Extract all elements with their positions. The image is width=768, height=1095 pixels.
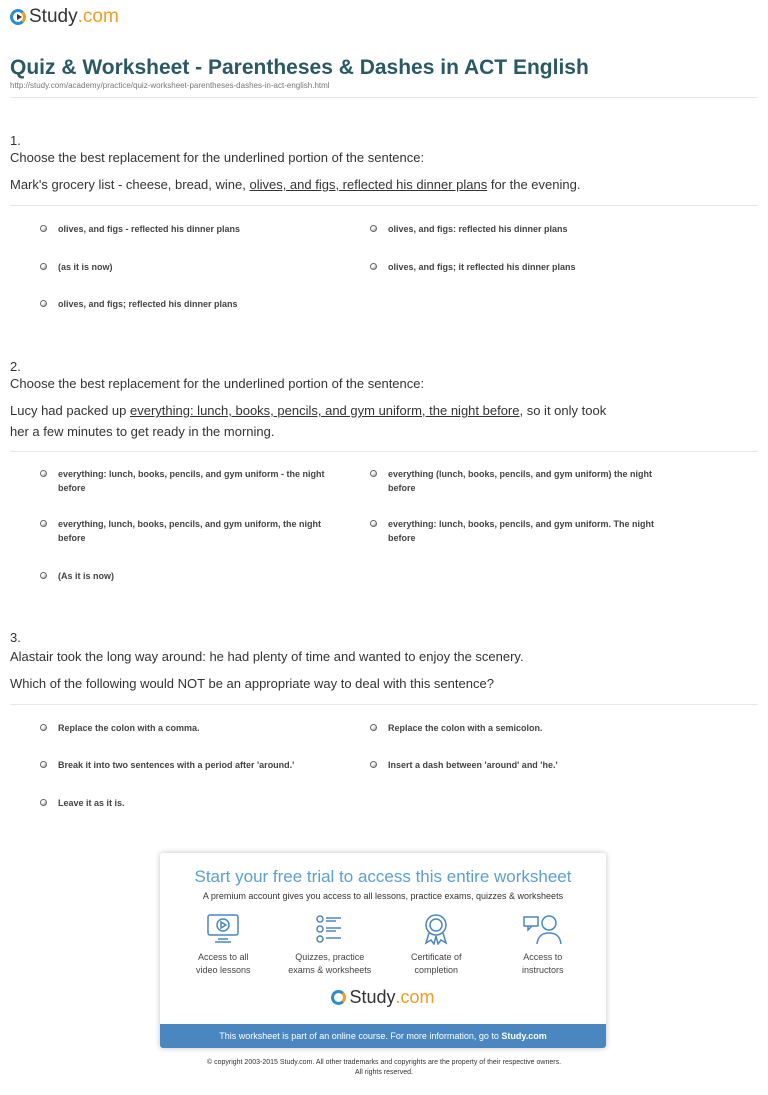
- feature-label: video lessons: [195, 965, 251, 975]
- divider: [10, 97, 758, 98]
- logo-tld: .com: [77, 6, 119, 27]
- answer-option[interactable]: [40, 467, 340, 495]
- answer-option[interactable]: [40, 297, 340, 311]
- course-info-band: [160, 1024, 606, 1048]
- radio-icon[interactable]: [40, 470, 47, 477]
- option-label: olives, and figs; it reflected his dinner plans: [388, 262, 576, 272]
- answer-option[interactable]: [370, 260, 670, 274]
- logo-text: Study: [349, 987, 396, 1007]
- radio-icon[interactable]: [40, 761, 47, 768]
- sentence-text: Mark's grocery list - cheese, bread, wine,: [10, 177, 250, 192]
- radio-icon[interactable]: [40, 572, 47, 579]
- sentence-text: for the evening.: [487, 177, 581, 192]
- play-logo-icon: [331, 990, 346, 1005]
- feature-label: instructors: [521, 965, 564, 975]
- quiz-list-icon: [313, 913, 347, 945]
- logo-text: Study: [29, 6, 78, 27]
- question-number: 3.: [10, 630, 21, 645]
- feature-label: exams & worksheets: [288, 965, 372, 975]
- radio-icon[interactable]: [370, 724, 377, 731]
- question-sentence: [10, 400, 610, 442]
- certificate-ribbon-icon: [419, 913, 453, 945]
- radio-icon[interactable]: [370, 520, 377, 527]
- feature-instructors: [493, 913, 593, 977]
- feature-label: Access to all: [197, 952, 249, 962]
- answer-option[interactable]: [370, 222, 670, 236]
- question-prompt: Alastair took the long way around: he had plenty of time and wanted to enjoy the scenery.: [10, 649, 524, 664]
- logo-tld: .com: [395, 987, 435, 1007]
- underlined-portion: everything: lunch, books, pencils, and gym uniform, the night before: [129, 403, 520, 418]
- option-label: (as it is now): [58, 262, 113, 272]
- divider: [10, 704, 758, 705]
- divider: [10, 205, 758, 206]
- promo-subtitle: A premium account gives you access to all lessons, practice exams, quizzes & worksheets: [202, 891, 564, 901]
- underlined-portion: olives, and figs, reflected his dinner plans: [249, 177, 488, 192]
- divider: [10, 451, 758, 452]
- option-label: Insert a dash between 'around' and 'he.': [388, 760, 558, 770]
- feature-label: Quizzes, practice: [295, 952, 365, 962]
- question-prompt: Choose the best replacement for the underlined portion of the sentence:: [10, 376, 425, 391]
- option-label: everything: lunch, books, pencils, and gym uniform - the night before: [58, 469, 325, 493]
- answer-option[interactable]: [370, 517, 670, 545]
- radio-icon[interactable]: [40, 520, 47, 527]
- study-logo[interactable]: [10, 6, 119, 28]
- radio-icon[interactable]: [40, 300, 47, 307]
- option-label: Replace the colon with a semicolon.: [388, 723, 543, 733]
- radio-icon[interactable]: [370, 761, 377, 768]
- copyright-text: © copyright 2003-2015 Study.com. All other trademarks and copyrights are the property of their respective owners.: [206, 1059, 562, 1066]
- option-label: Replace the colon with a comma.: [58, 723, 200, 733]
- answer-option[interactable]: [40, 569, 340, 583]
- answer-option[interactable]: [40, 721, 340, 735]
- option-label: olives, and figs: reflected his dinner plans: [388, 224, 568, 234]
- answer-option[interactable]: [40, 796, 340, 810]
- feature-certificate: [386, 913, 486, 977]
- radio-icon[interactable]: [40, 799, 47, 806]
- band-text: This worksheet is part of an online course. For more information, go to: [219, 1031, 502, 1041]
- sentence-text: , so it only took her a few minutes to get ready in the morning.: [10, 403, 607, 439]
- option-label: everything, lunch, books, pencils, and gym uniform, the night before: [58, 519, 322, 543]
- option-label: Break it into two sentences with a period after 'around.': [58, 760, 295, 770]
- option-label: olives, and figs - reflected his dinner plans: [58, 224, 241, 234]
- option-label: Leave it as it is.: [58, 798, 125, 808]
- answer-option[interactable]: [40, 517, 340, 545]
- feature-label: completion: [414, 965, 459, 975]
- instructor-chat-icon: [523, 913, 563, 945]
- radio-icon[interactable]: [40, 263, 47, 270]
- radio-icon[interactable]: [40, 724, 47, 731]
- radio-icon[interactable]: [370, 263, 377, 270]
- feature-video-lessons: [173, 913, 273, 977]
- option-label: everything: lunch, books, pencils, and gym uniform. The night before: [388, 519, 655, 543]
- study-link[interactable]: Study.com: [501, 1031, 547, 1041]
- radio-icon[interactable]: [370, 470, 377, 477]
- radio-icon[interactable]: [40, 225, 47, 232]
- answer-option[interactable]: [370, 721, 670, 735]
- question-number: 1.: [10, 133, 21, 148]
- question-text: Which of the following would NOT be an appropriate way to deal with this sentence?: [10, 676, 494, 691]
- question-number: 2.: [10, 359, 21, 374]
- promo-heading: Start your free trial to access this entire worksheet: [194, 867, 572, 886]
- answer-option[interactable]: [370, 467, 670, 495]
- page-title: Quiz & Worksheet - Parentheses & Dashes in ACT English: [10, 56, 589, 79]
- footer: [0, 1058, 768, 1078]
- rights-text: All rights reserved.: [355, 1069, 413, 1076]
- radio-icon[interactable]: [370, 225, 377, 232]
- sentence-text: Lucy had packed up: [10, 403, 130, 418]
- feature-label: Certificate of: [410, 952, 462, 962]
- option-label: everything (lunch, books, pencils, and gym uniform) the night before: [388, 469, 653, 493]
- play-logo-icon: [10, 9, 26, 25]
- option-label: (As it is now): [58, 571, 114, 581]
- promo-study-logo: [160, 987, 606, 1008]
- answer-option[interactable]: [40, 758, 340, 772]
- feature-label: Access to: [523, 952, 563, 962]
- question-sentence: [10, 174, 610, 195]
- feature-quizzes: [280, 913, 380, 977]
- free-trial-promo[interactable]: [160, 853, 606, 1048]
- page-url[interactable]: http://study.com/academy/practice/quiz-worksheet-parentheses-dashes-in-act-english.html: [10, 81, 330, 90]
- answer-option[interactable]: [40, 222, 340, 236]
- option-label: olives, and figs; reflected his dinner plans: [58, 299, 238, 309]
- question-prompt: Choose the best replacement for the underlined portion of the sentence:: [10, 150, 425, 165]
- video-monitor-icon: [206, 913, 240, 945]
- answer-option[interactable]: [370, 758, 670, 772]
- answer-option[interactable]: [40, 260, 340, 274]
